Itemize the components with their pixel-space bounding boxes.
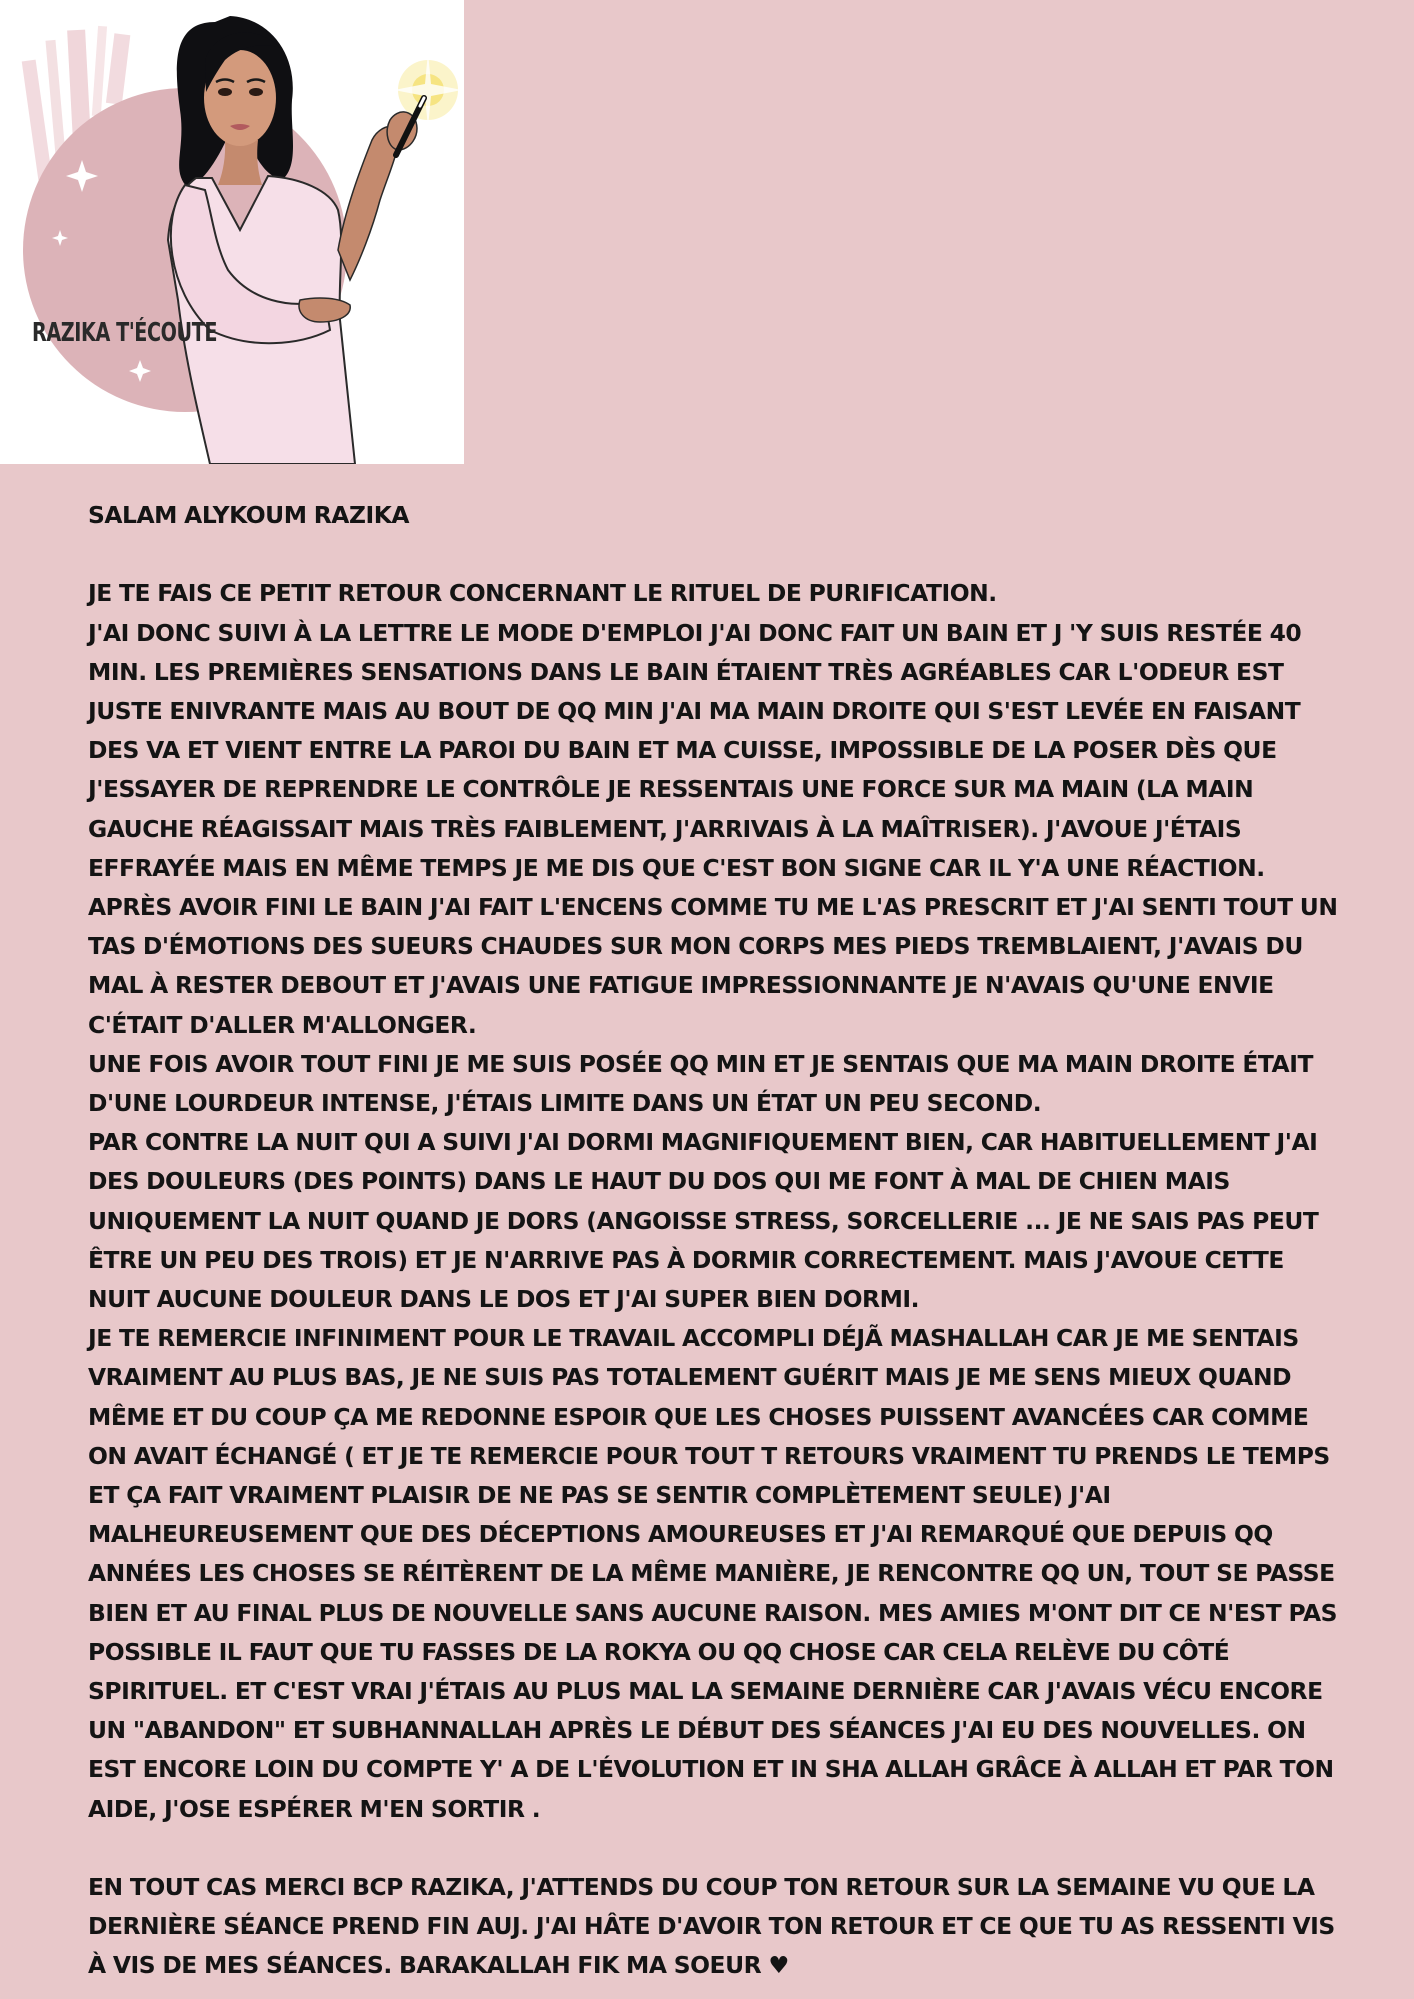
forearm (338, 126, 399, 280)
greeting: SALAM ALYKOUM RAZIKA (88, 501, 410, 529)
paragraph: UNE FOIS AVOIR TOUT FINI JE ME SUIS POSÉE QQ MIN ET JE SENTAIS QUE MA MAIN DROITE ÉTAIT D'UNE LOURDEUR INTENSE, J'ÉTAIS LIMITE DANS UN ÉTAT UN PEU SECOND. (88, 1049, 1313, 1118)
paragraph: JE TE FAIS CE PETIT RETOUR CONCERNANT LE RITUEL DE PURIFICATION. (88, 579, 997, 608)
woman-illustration (0, 0, 464, 464)
blank-line (88, 535, 1344, 574)
closing-paragraph (88, 1868, 1344, 1986)
paragraph: JE TE REMERCIE INFINIMENT POUR LE TRAVAIL ACCOMPLI DÉJÃ MASHALLAH CAR JE ME SENTAIS VRAIMENT AU PLUS BAS, JE NE SUIS PAS TOTALEMENT GUÉRIT MAIS JE ME SENS MIEUX QUAND MÊME ET DU COUP ÇA ME REDONNE ESPOIR QUE LES CHOSES PUISSENT AVANCÉES CAR COMME ON AVAIT ÉCHANGÉ ( ET JE TE REMERCIE POUR TOUT T RETOURS VRAIMENT TU PRENDS LE TEMPS ET ÇA FAIT VRAIMENT PLAISIR DE NE PAS SE SENTIR COMPLÈTEMENT SEULE) J'AI MALHEUREUSEMENT QUE DES DÉCEPTIONS AMOUREUSES ET J'AI REMARQUÉ QUE DEPUIS QQ ANNÉES LES CHOSES SE RÉITÈRENT DE LA MÊME MANIÈRE, JE RENCONTRE QQ UN, TOUT SE PASSE BIEN ET AU FINAL PLUS DE NOUVELLE SANS AUCUNE RAISON. MES AMIES M'ONT DIT CE N'EST PAS POSSIBLE IL FAUT QUE TU FASSES DE LA ROKYA OU QQ CHOSE CAR CELA RELÈVE DU CÔTÉ SPIRITUEL. ET C'EST VRAI J'ÉTAIS AU PLUS MAL LA SEMAINE DERNIÈRE CAR J'AVAIS VÉCU ENCORE UN "ABANDON" ET SUBHANNALLAH APRÈS LE DÉBUT DES SÉANCES J'AI EU DES NOUVELLES. ON EST ENCORE LOIN DU COMPTE Y' A DE L'ÉVOLUTION ET IN SHA ALLAH GRÂCE À ALLAH ET PAR TON AIDE, J'OSE ESPÉRER M'EN SORTIR . (88, 1324, 1338, 1823)
blank-line (88, 1829, 1344, 1868)
logo-card (0, 0, 464, 464)
paragraph: J'AI DONC SUIVI À LA LETTRE LE MODE D'EMPLOI J'AI DONC FAIT UN BAIN ET J 'Y SUIS RESTÉE 40 MIN. LES PREMIÈRES SENSATIONS DANS LE BAIN ÉTAIENT TRÈS AGRÉABLES CAR L'ODEUR EST JUSTE ENIVRANTE MAIS AU BOUT DE QQ MIN J'AI MA MAIN DROITE QUI S'EST LEVÉE EN FAISANT DES VA ET VIENT ENTRE LA PAROI DU BAIN ET MA CUISSE, IMPOSSIBLE DE LA POSER DÈS QUE J'ESSAYER DE REPRENDRE LE CONTRÔLE JE RESSENTAIS UNE FORCE SUR MA MAIN (LA MAIN GAUCHE RÉAGISSAIT MAIS TRÈS FAIBLEMENT, J'ARRIVAIS À LA MAÎTRISER). J'AVOUE J'ÉTAIS EFFRAYÉE MAIS EN MÊME TEMPS JE ME DIS QUE C'EST BON SIGNE CAR IL Y'A UNE RÉACTION. (88, 618, 1302, 882)
paragraph: PAR CONTRE LA NUIT QUI A SUIVI J'AI DORMI MAGNIFIQUEMENT BIEN, CAR HABITUELLEMENT J'AI DES DOULEURS (DES POINTS) DANS LE HAUT DU DOS QUI ME FONT À MAL DE CHIEN MAIS UNIQUEMENT LA NUIT QUAND JE DORS (ANGOISSE STRESS, SORCELLERIE ... JE NE SAIS PAS PEUT ÊTRE UN PEU DES TROIS) ET JE N'ARRIVE PAS À DORMIR CORRECTEMENT. MAIS J'AVOUE CETTE NUIT AUCUNE DOULEUR DANS LE DOS ET J'AI SUPER BIEN DORMI. (88, 1128, 1319, 1314)
paragraph: APRÈS AVOIR FINI LE BAIN J'AI FAIT L'ENCENS COMME TU ME L'AS PRESCRIT ET J'AI SENTI TOUT UN TAS D'ÉMOTIONS DES SUEURS CHAUDES SUR MON CORPS MES PIEDS TREMBLAIENT, J'AVAIS DU MAL À RESTER DEBOUT ET J'AVAIS UNE FATIGUE IMPRESSIONNANTE JE N'AVAIS QU'UNE ENVIE C'ÉTAIT D'ALLER M'ALLONGER. (88, 893, 1338, 1039)
logo-caption: RAZIKA T'ÉCOUTE (32, 318, 218, 348)
closing-text: EN TOUT CAS MERCI BCP RAZIKA, J'ATTENDS DU COUP TON RETOUR SUR LA SEMAINE VU QUE LA DERNIÈRE SÉANCE PREND FIN AUJ. J'AI HÂTE D'AVOIR TON RETOUR ET CE QUE TU AS RESSENTI VIS À VIS DE MES SÉANCES. BARAKALLAH FIK MA SOEUR (88, 1873, 1335, 1980)
message-body (88, 496, 1344, 1986)
heart-icon: ♥ (768, 1951, 789, 1980)
